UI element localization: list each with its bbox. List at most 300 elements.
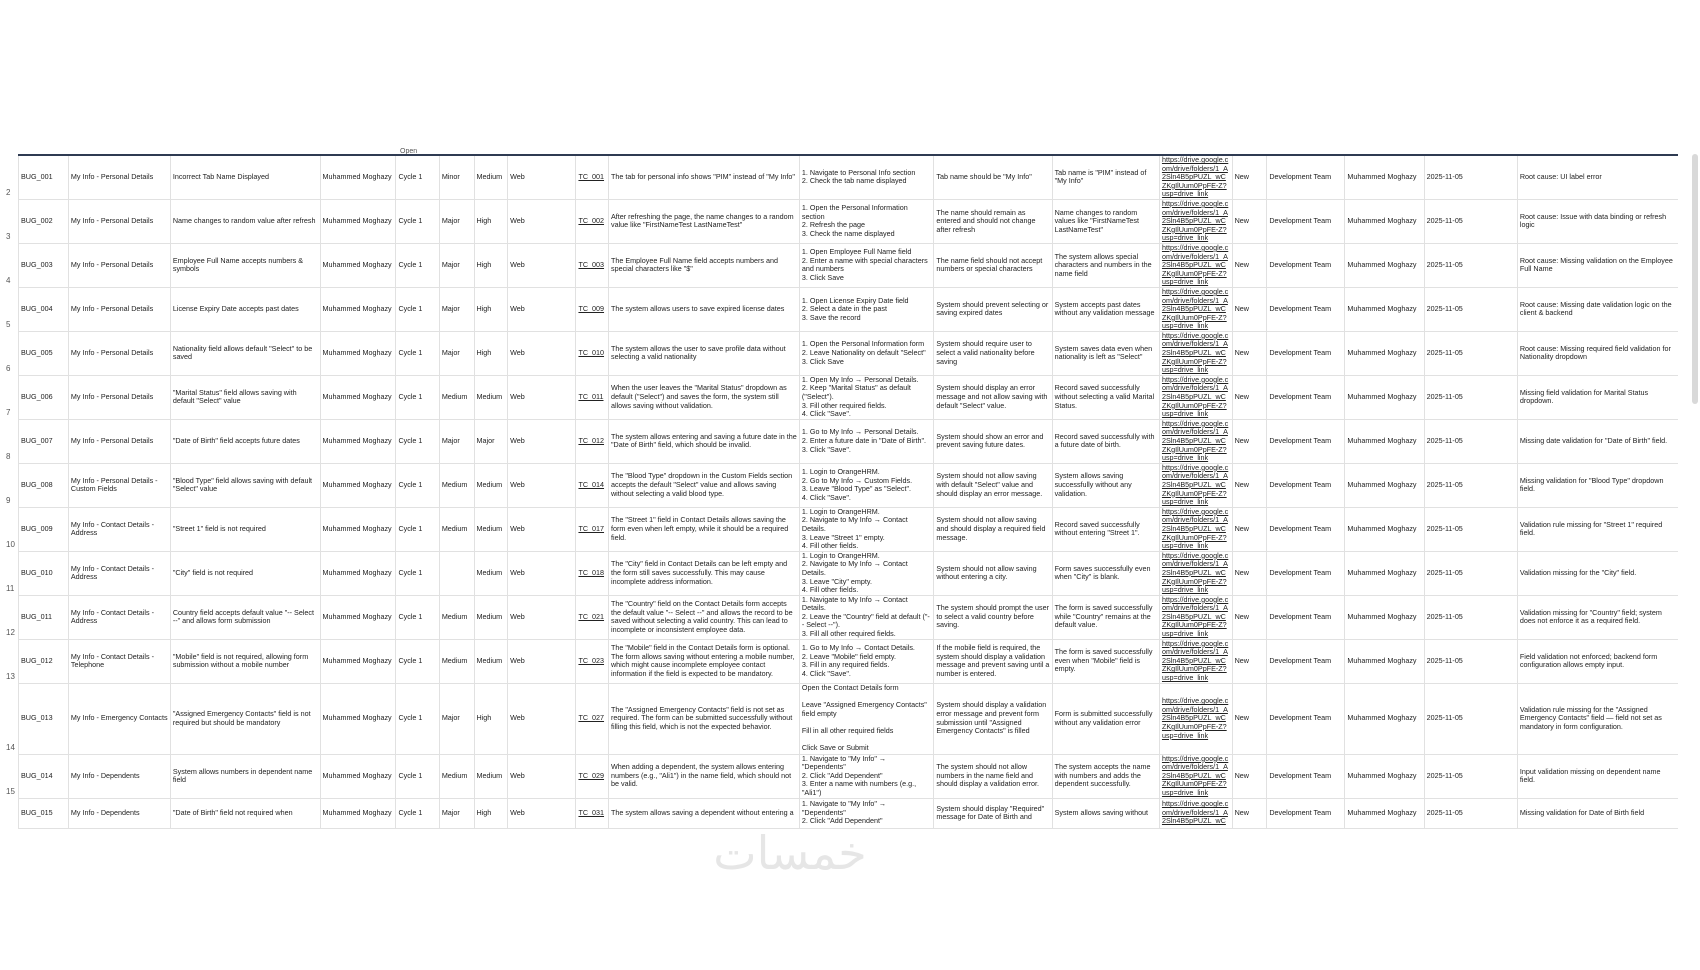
assignee-cell: Development Team [1267, 595, 1345, 639]
severity-cell: Major [439, 331, 474, 375]
module-cell: My Info - Contact Details - Address [68, 507, 170, 551]
notes-cell: Root cause: Missing validation on the Employee Full Name [1517, 243, 1678, 287]
cycle-cell: Cycle 1 [396, 551, 439, 595]
row-number[interactable]: 12 [6, 628, 15, 637]
severity-cell: Medium [439, 595, 474, 639]
date-cell: 2025-11-05 [1424, 683, 1517, 754]
attachment-link[interactable]: https://drive.google.com/drive/folders/1_A2Sln4B5pPUZL_wCZKgIlUum0PpFE-Z?usp=drive_link [1159, 551, 1232, 595]
title-cell: "Date of Birth" field not required when [170, 798, 320, 828]
watermark-logo: خمسات [713, 826, 867, 880]
owner-cell: Muhammed Moghazy [1345, 507, 1424, 551]
module-cell: My Info - Personal Details [68, 419, 170, 463]
actual-cell: Record saved successfully without selecting a valid Marital Status. [1052, 375, 1159, 419]
reporter-cell: Muhammed Moghazy [320, 683, 396, 754]
platform-cell: Web [508, 243, 576, 287]
scrollbar-thumb[interactable] [1692, 154, 1698, 404]
platform-cell: Web [508, 507, 576, 551]
assignee-cell: Development Team [1267, 507, 1345, 551]
owner-cell: Muhammed Moghazy [1345, 463, 1424, 507]
steps-cell: 1. Navigate to "My Info" → "Dependents" 2. Click "Add Dependent" [799, 798, 933, 828]
notes-cell: Root cause: Missing date validation logic on the client & backend [1517, 287, 1678, 331]
date-cell: 2025-11-05 [1424, 243, 1517, 287]
test-case-link[interactable]: TC_010 [576, 331, 609, 375]
priority-cell: Medium [474, 375, 508, 419]
assignee-cell: Development Team [1267, 551, 1345, 595]
steps-cell: 1. Go to My Info → Personal Details. 2. Enter a future date in "Date of Birth". 3. Click "Save". [799, 419, 933, 463]
module-cell: My Info - Personal Details [68, 375, 170, 419]
notes-cell: Validation missing for the "City" field. [1517, 551, 1678, 595]
actual-cell: Form is submitted successfully without any validation error [1052, 683, 1159, 754]
expected-cell: System should not allow saving without entering a city. [934, 551, 1052, 595]
platform-cell: Web [508, 287, 576, 331]
date-cell: 2025-11-05 [1424, 331, 1517, 375]
owner-cell: Muhammed Moghazy [1345, 419, 1424, 463]
module-cell: My Info - Dependents [68, 754, 170, 798]
table-row [19, 287, 1679, 331]
severity-cell: Medium [439, 754, 474, 798]
row-number[interactable]: 9 [6, 496, 11, 505]
cycle-cell: Cycle 1 [396, 754, 439, 798]
bug-id-cell: BUG_013 [19, 683, 69, 754]
actual-cell: Form saves successfully even when "City" is blank. [1052, 551, 1159, 595]
attachment-link[interactable]: https://drive.google.com/drive/folders/1_A2Sln4B5pPUZL_wCZKgIlUum0PpFE-Z?usp=drive_link [1159, 419, 1232, 463]
module-cell: My Info - Contact Details - Address [68, 595, 170, 639]
module-cell: My Info - Personal Details - Custom Fields [68, 463, 170, 507]
date-cell: 2025-11-05 [1424, 199, 1517, 243]
assignee-cell: Development Team [1267, 243, 1345, 287]
reporter-cell: Muhammed Moghazy [320, 463, 396, 507]
bug-id-cell: BUG_004 [19, 287, 69, 331]
test-case-link[interactable]: TC_031 [576, 798, 609, 828]
cycle-cell: Cycle 1 [396, 331, 439, 375]
test-case-link[interactable]: TC_027 [576, 683, 609, 754]
bug-report-table [18, 154, 1678, 829]
status-cell: New [1232, 683, 1267, 754]
module-cell: My Info - Personal Details [68, 155, 170, 199]
owner-cell: Muhammed Moghazy [1345, 331, 1424, 375]
reporter-cell: Muhammed Moghazy [320, 798, 396, 828]
row-number[interactable]: 10 [6, 540, 15, 549]
table-row [19, 507, 1679, 551]
vertical-scrollbar[interactable] [1688, 154, 1698, 774]
cycle-cell: Cycle 1 [396, 507, 439, 551]
status-cell: New [1232, 243, 1267, 287]
reporter-cell: Muhammed Moghazy [320, 639, 396, 683]
attachment-link[interactable]: https://drive.google.com/drive/folders/1_A2Sln4B5pPUZL_wCZKgIlUum0PpFE-Z?usp=drive_link [1159, 155, 1232, 199]
expected-cell: System should not allow saving and should display a required field message. [934, 507, 1052, 551]
owner-cell: Muhammed Moghazy [1345, 287, 1424, 331]
actual-cell: System saves data even when nationality is left as "Select" [1052, 331, 1159, 375]
description-cell: The Employee Full Name field accepts numbers and special characters like "$" [608, 243, 799, 287]
reporter-cell: Muhammed Moghazy [320, 287, 396, 331]
row-number[interactable]: 13 [6, 672, 15, 681]
reporter-cell: Muhammed Moghazy [320, 419, 396, 463]
severity-cell: Major [439, 287, 474, 331]
row-number[interactable]: 6 [6, 364, 11, 373]
reporter-cell: Muhammed Moghazy [320, 507, 396, 551]
title-cell: "Date of Birth" field accepts future dates [170, 419, 320, 463]
expected-cell: If the mobile field is required, the system should display a validation message and prevent saving until a number is entered. [934, 639, 1052, 683]
description-cell: After refreshing the page, the name changes to a random value like "FirstNameTest LastNameTest" [608, 199, 799, 243]
status-cell: New [1232, 798, 1267, 828]
status-cell: New [1232, 331, 1267, 375]
owner-cell: Muhammed Moghazy [1345, 375, 1424, 419]
notes-cell: Validation rule missing for the "Assigned Emergency Contacts" field — field not set as mandatory in form configuration. [1517, 683, 1678, 754]
cycle-cell: Cycle 1 [396, 595, 439, 639]
assignee-cell: Development Team [1267, 798, 1345, 828]
description-cell: The "Street 1" field in Contact Details allows saving the form even when left empty, while it should be a required field. [608, 507, 799, 551]
module-cell: My Info - Contact Details - Address [68, 551, 170, 595]
module-cell: My Info - Personal Details [68, 199, 170, 243]
table-row [19, 683, 1679, 754]
table-row [19, 199, 1679, 243]
cycle-cell: Cycle 1 [396, 798, 439, 828]
test-case-link[interactable]: TC_011 [576, 375, 609, 419]
priority-cell: Medium [474, 595, 508, 639]
owner-cell: Muhammed Moghazy [1345, 243, 1424, 287]
date-cell: 2025-11-05 [1424, 551, 1517, 595]
module-cell: My Info - Emergency Contacts [68, 683, 170, 754]
owner-cell: Muhammed Moghazy [1345, 683, 1424, 754]
test-case-link[interactable]: TC_009 [576, 287, 609, 331]
row-number[interactable]: 14 [6, 743, 15, 752]
title-cell: Employee Full Name accepts numbers & symbols [170, 243, 320, 287]
status-cell: New [1232, 507, 1267, 551]
steps-cell: 1. Navigate to My Info → Contact Details. 2. Leave the "Country" field at default ("-- Select --"). 3. Fill all other required fields. [799, 595, 933, 639]
table-row [19, 798, 1679, 828]
module-cell: My Info - Personal Details [68, 243, 170, 287]
priority-cell: High [474, 798, 508, 828]
assignee-cell: Development Team [1267, 419, 1345, 463]
bug-id-cell: BUG_012 [19, 639, 69, 683]
title-cell: "Assigned Emergency Contacts" field is not required but should be mandatory [170, 683, 320, 754]
platform-cell: Web [508, 595, 576, 639]
priority-cell: High [474, 331, 508, 375]
reporter-cell: Muhammed Moghazy [320, 243, 396, 287]
description-cell: The "Blood Type" dropdown in the Custom Fields section accepts the default "Select" value and allows saving without selecting a valid blood type. [608, 463, 799, 507]
description-cell: The tab for personal info shows "PIM" instead of "My Info" [608, 155, 799, 199]
assignee-cell: Development Team [1267, 155, 1345, 199]
description-cell: The system allows saving a dependent without entering a [608, 798, 799, 828]
owner-cell: Muhammed Moghazy [1345, 199, 1424, 243]
assignee-cell: Development Team [1267, 199, 1345, 243]
title-cell: "Marital Status" field allows saving with default "Select" value [170, 375, 320, 419]
severity-cell [439, 551, 474, 595]
module-cell: My Info - Dependents [68, 798, 170, 828]
attachment-link[interactable]: https://drive.google.com/drive/folders/1_A2Sln4B5pPUZL_wCZKgIlUum0PpFE-Z?usp=drive_link [1159, 595, 1232, 639]
steps-cell: 1. Login to OrangeHRM. 2. Navigate to My Info → Contact Details. 3. Leave "Street 1" empty. 4. Fill other fields. [799, 507, 933, 551]
attachment-link[interactable]: https://drive.google.com/drive/folders/1_A2Sln4B5pPUZL_wCZKgIlUum0PpFE-Z?usp=drive_link [1159, 683, 1232, 754]
actual-cell: Record saved successfully without entering "Street 1". [1052, 507, 1159, 551]
cycle-cell: Cycle 1 [396, 155, 439, 199]
test-case-link[interactable]: TC_023 [576, 639, 609, 683]
priority-cell: Medium [474, 463, 508, 507]
actual-cell: The form is saved successfully even when "Mobile" field is empty. [1052, 639, 1159, 683]
cycle-cell: Cycle 1 [396, 683, 439, 754]
status-cell: New [1232, 754, 1267, 798]
reporter-cell: Muhammed Moghazy [320, 754, 396, 798]
bug-id-cell: BUG_015 [19, 798, 69, 828]
actual-cell: System allows saving successfully without any validation. [1052, 463, 1159, 507]
priority-cell: Medium [474, 507, 508, 551]
owner-cell: Muhammed Moghazy [1345, 551, 1424, 595]
attachment-link[interactable]: https://drive.google.com/drive/folders/1_A2Sln4B5pPUZL_wCZKgIlUum0PpFE-Z?usp=drive_link [1159, 463, 1232, 507]
row-number[interactable]: 5 [6, 320, 11, 329]
status-cell: New [1232, 595, 1267, 639]
description-cell: When adding a dependent, the system allows entering numbers (e.g., "Ali1") in the name field, which should not be valid. [608, 754, 799, 798]
severity-cell: Major [439, 243, 474, 287]
severity-cell: Medium [439, 639, 474, 683]
cycle-cell: Cycle 1 [396, 287, 439, 331]
description-cell: The system allows entering and saving a future date in the "Date of Birth" field, which should be invalid. [608, 419, 799, 463]
date-cell: 2025-11-05 [1424, 419, 1517, 463]
description-cell: The "City" field in Contact Details can be left empty and the form still saves successfully. This may cause incomplete address information. [608, 551, 799, 595]
row-number[interactable]: 2 [6, 188, 11, 197]
assignee-cell: Development Team [1267, 331, 1345, 375]
expected-cell: System should display "Required" message for Date of Birth and [934, 798, 1052, 828]
notes-cell: Validation rule missing for "Street 1" required field. [1517, 507, 1678, 551]
reporter-cell: Muhammed Moghazy [320, 199, 396, 243]
priority-cell: Major [474, 419, 508, 463]
platform-cell: Web [508, 683, 576, 754]
status-cell: New [1232, 287, 1267, 331]
date-cell: 2025-11-05 [1424, 595, 1517, 639]
actual-cell: The form is saved successfully while "Country" remains at the default value. [1052, 595, 1159, 639]
severity-cell: Medium [439, 375, 474, 419]
attachment-link[interactable]: https://drive.google.com/drive/folders/1_A2Sln4B5pPUZL_wCZKgIlUum0PpFE-Z?usp=drive_link [1159, 199, 1232, 243]
steps-cell: 1. Go to My Info → Contact Details. 2. Leave "Mobile" field empty. 3. Fill in any required fields. 4. Click "Save". [799, 639, 933, 683]
assignee-cell: Development Team [1267, 754, 1345, 798]
notes-cell: Missing field validation for Marital Status dropdown. [1517, 375, 1678, 419]
priority-cell: High [474, 243, 508, 287]
owner-cell: Muhammed Moghazy [1345, 155, 1424, 199]
owner-cell: Muhammed Moghazy [1345, 754, 1424, 798]
actual-cell: Record saved successfully with a future date of birth. [1052, 419, 1159, 463]
test-case-link[interactable]: TC_001 [576, 155, 609, 199]
bug-id-cell: BUG_006 [19, 375, 69, 419]
expected-cell: System should display an error message and not allow saving with default "Select" value. [934, 375, 1052, 419]
expected-cell: System should require user to select a valid nationality before saving [934, 331, 1052, 375]
actual-cell: Tab name is "PIM" instead of "My Info" [1052, 155, 1159, 199]
notes-cell: Root cause: UI label error [1517, 155, 1678, 199]
owner-cell: Muhammed Moghazy [1345, 798, 1424, 828]
row-number[interactable]: 3 [6, 232, 11, 241]
table-row [19, 331, 1679, 375]
partial-header-fragment: Open [400, 148, 418, 155]
row-number[interactable]: 4 [6, 276, 11, 285]
platform-cell: Web [508, 331, 576, 375]
notes-cell: Field validation not enforced; backend form configuration allows empty input. [1517, 639, 1678, 683]
module-cell: My Info - Personal Details [68, 331, 170, 375]
owner-cell: Muhammed Moghazy [1345, 595, 1424, 639]
reporter-cell: Muhammed Moghazy [320, 551, 396, 595]
assignee-cell: Development Team [1267, 639, 1345, 683]
status-cell: New [1232, 639, 1267, 683]
attachment-link[interactable]: https://drive.google.com/drive/folders/1_A2Sln4B5pPUZL_wCZKgIlUum0PpFE-Z?usp=drive_link [1159, 754, 1232, 798]
title-cell: Nationality field allows default "Select" to be saved [170, 331, 320, 375]
expected-cell: System should show an error and prevent saving future dates. [934, 419, 1052, 463]
description-cell: The "Assigned Emergency Contacts" field is not set as required. The form can be submitted successfully without filling this field, which is not the expected behavior. [608, 683, 799, 754]
expected-cell: The name field should not accept numbers or special characters [934, 243, 1052, 287]
steps-cell: 1. Navigate to "My Info" → "Dependents" 2. Click "Add Dependent" 3. Enter a name with numbers (e.g., "Ali1") [799, 754, 933, 798]
attachment-link[interactable]: https://drive.google.com/drive/folders/1_A2Sln4B5pPUZL_wC [1159, 798, 1232, 828]
assignee-cell: Development Team [1267, 287, 1345, 331]
notes-cell: Missing validation for "Blood Type" dropdown field. [1517, 463, 1678, 507]
table-row [19, 551, 1679, 595]
cycle-cell: Cycle 1 [396, 419, 439, 463]
title-cell: "Street 1" field is not required [170, 507, 320, 551]
bug-id-cell: BUG_007 [19, 419, 69, 463]
cycle-cell: Cycle 1 [396, 639, 439, 683]
cycle-cell: Cycle 1 [396, 463, 439, 507]
table-row [19, 754, 1679, 798]
priority-cell: High [474, 683, 508, 754]
assignee-cell: Development Team [1267, 375, 1345, 419]
table-row [19, 595, 1679, 639]
row-number[interactable]: 15 [6, 787, 15, 796]
bug-id-cell: BUG_011 [19, 595, 69, 639]
notes-cell: Missing validation for Date of Birth field [1517, 798, 1678, 828]
attachment-link[interactable]: https://drive.google.com/drive/folders/1_A2Sln4B5pPUZL_wCZKgIlUum0PpFE-Z?usp=drive_link [1159, 331, 1232, 375]
actual-cell: System accepts past dates without any validation message [1052, 287, 1159, 331]
expected-cell: The system should prompt the user to select a valid country before saving. [934, 595, 1052, 639]
owner-cell: Muhammed Moghazy [1345, 639, 1424, 683]
steps-cell: 1. Open the Personal Information section 2. Refresh the page 3. Check the name displayed [799, 199, 933, 243]
status-cell: New [1232, 419, 1267, 463]
date-cell: 2025-11-05 [1424, 375, 1517, 419]
expected-cell: The name should remain as entered and should not change after refresh [934, 199, 1052, 243]
attachment-link[interactable]: https://drive.google.com/drive/folders/1_A2Sln4B5pPUZL_wCZKgIlUum0PpFE-Z?usp=drive_link [1159, 639, 1232, 683]
bug-id-cell: BUG_001 [19, 155, 69, 199]
notes-cell: Missing date validation for "Date of Birth" field. [1517, 419, 1678, 463]
bug-id-cell: BUG_010 [19, 551, 69, 595]
table-row [19, 463, 1679, 507]
date-cell: 2025-11-05 [1424, 507, 1517, 551]
platform-cell: Web [508, 375, 576, 419]
priority-cell: Medium [474, 754, 508, 798]
platform-cell: Web [508, 419, 576, 463]
steps-cell: 1. Login to OrangeHRM. 2. Navigate to My Info → Contact Details. 3. Leave "City" empty. 4. Fill other fields. [799, 551, 933, 595]
test-case-link[interactable]: TC_018 [576, 551, 609, 595]
table-row [19, 155, 1679, 199]
attachment-link[interactable]: https://drive.google.com/drive/folders/1_A2Sln4B5pPUZL_wCZKgIlUum0PpFE-Z?usp=drive_link [1159, 375, 1232, 419]
attachment-link[interactable]: https://drive.google.com/drive/folders/1_A2Sln4B5pPUZL_wCZKgIlUum0PpFE-Z?usp=drive_link [1159, 507, 1232, 551]
row-number[interactable]: 8 [6, 452, 11, 461]
title-cell: "Mobile" field is not required, allowing form submission without a mobile number [170, 639, 320, 683]
row-number[interactable]: 7 [6, 408, 11, 417]
row-number[interactable]: 11 [6, 584, 15, 593]
cycle-cell: Cycle 1 [396, 199, 439, 243]
actual-cell: System allows saving without [1052, 798, 1159, 828]
table-row [19, 419, 1679, 463]
date-cell: 2025-11-05 [1424, 287, 1517, 331]
status-cell: New [1232, 155, 1267, 199]
severity-cell: Major [439, 683, 474, 754]
steps-cell: Open the Contact Details form Leave "Assigned Emergency Contacts" field empty Fill in all other required fields Click Save or Submit [799, 683, 933, 754]
attachment-link[interactable]: https://drive.google.com/drive/folders/1_A2Sln4B5pPUZL_wCZKgIlUum0PpFE-Z?usp=drive_link [1159, 287, 1232, 331]
cycle-cell: Cycle 1 [396, 243, 439, 287]
attachment-link[interactable]: https://drive.google.com/drive/folders/1_A2Sln4B5pPUZL_wCZKgIlUum0PpFE-Z?usp=drive_link [1159, 243, 1232, 287]
reporter-cell: Muhammed Moghazy [320, 155, 396, 199]
severity-cell: Major [439, 798, 474, 828]
platform-cell: Web [508, 754, 576, 798]
actual-cell: The system accepts the name with numbers and adds the dependent successfully. [1052, 754, 1159, 798]
description-cell: The system allows users to save expired license dates [608, 287, 799, 331]
description-cell: The "Country" field on the Contact Details form accepts the default value "-- Select --" and allows the record to be saved without selecting a valid country. This can lead to incomplete or inconsistent employee data. [608, 595, 799, 639]
status-cell: New [1232, 551, 1267, 595]
platform-cell: Web [508, 639, 576, 683]
notes-cell: Input validation missing on dependent name field. [1517, 754, 1678, 798]
severity-cell: Major [439, 199, 474, 243]
notes-cell: Root cause: Missing required field validation for Nationality dropdown [1517, 331, 1678, 375]
severity-cell: Minor [439, 155, 474, 199]
priority-cell: High [474, 287, 508, 331]
test-case-link[interactable]: TC_003 [576, 243, 609, 287]
reporter-cell: Muhammed Moghazy [320, 331, 396, 375]
title-cell: System allows numbers in dependent name field [170, 754, 320, 798]
reporter-cell: Muhammed Moghazy [320, 595, 396, 639]
priority-cell: High [474, 199, 508, 243]
notes-cell: Validation missing for "Country" field; system does not enforce it as a required field. [1517, 595, 1678, 639]
test-case-link[interactable]: TC_012 [576, 419, 609, 463]
steps-cell: 1. Open My Info → Personal Details. 2. Keep "Marital Status" as default ("Select"). 3. Fill other required fields. 4. Click "Save". [799, 375, 933, 419]
priority-cell: Medium [474, 639, 508, 683]
reporter-cell: Muhammed Moghazy [320, 375, 396, 419]
steps-cell: 1. Navigate to Personal Info section 2. Check the tab name displayed [799, 155, 933, 199]
bug-id-cell: BUG_003 [19, 243, 69, 287]
title-cell: "Blood Type" field allows saving with default "Select" value [170, 463, 320, 507]
notes-cell: Root cause: Issue with data binding or refresh logic [1517, 199, 1678, 243]
table-row [19, 243, 1679, 287]
module-cell: My Info - Personal Details [68, 287, 170, 331]
status-cell: New [1232, 375, 1267, 419]
title-cell: Country field accepts default value "-- Select --" and allows form submission [170, 595, 320, 639]
test-case-link[interactable]: TC_017 [576, 507, 609, 551]
bug-id-cell: BUG_005 [19, 331, 69, 375]
test-case-link[interactable]: TC_029 [576, 754, 609, 798]
priority-cell: Medium [474, 155, 508, 199]
steps-cell: 1. Open License Expiry Date field 2. Select a date in the past 3. Save the record [799, 287, 933, 331]
bug-id-cell: BUG_008 [19, 463, 69, 507]
title-cell: License Expiry Date accepts past dates [170, 287, 320, 331]
test-case-link[interactable]: TC_021 [576, 595, 609, 639]
title-cell: Name changes to random value after refresh [170, 199, 320, 243]
steps-cell: 1. Login to OrangeHRM. 2. Go to My Info → Custom Fields. 3. Leave "Blood Type" as "Select". 4. Click "Save". [799, 463, 933, 507]
table-row [19, 375, 1679, 419]
assignee-cell: Development Team [1267, 463, 1345, 507]
spreadsheet-view [0, 154, 1700, 826]
test-case-link[interactable]: TC_014 [576, 463, 609, 507]
description-cell: The "Mobile" field in the Contact Details form is optional. The form allows saving without entering a mobile number, which might cause incomplete employee contact information if the field is expected to be mandatory. [608, 639, 799, 683]
platform-cell: Web [508, 155, 576, 199]
severity-cell: Medium [439, 463, 474, 507]
actual-cell: The system allows special characters and numbers in the name field [1052, 243, 1159, 287]
bug-id-cell: BUG_002 [19, 199, 69, 243]
severity-cell: Medium [439, 507, 474, 551]
platform-cell: Web [508, 798, 576, 828]
assignee-cell: Development Team [1267, 683, 1345, 754]
steps-cell: 1. Open Employee Full Name field 2. Enter a name with special characters and numbers 3. Click Save [799, 243, 933, 287]
date-cell: 2025-11-05 [1424, 155, 1517, 199]
expected-cell: The system should not allow numbers in the name field and should display a validation error. [934, 754, 1052, 798]
expected-cell: System should not allow saving with default "Select" value and should display an error message. [934, 463, 1052, 507]
module-cell: My Info - Contact Details - Telephone [68, 639, 170, 683]
test-case-link[interactable]: TC_002 [576, 199, 609, 243]
expected-cell: System should display a validation error message and prevent form submission until "Assigned Emergency Contacts" is filled [934, 683, 1052, 754]
date-cell: 2025-11-05 [1424, 754, 1517, 798]
platform-cell: Web [508, 551, 576, 595]
description-cell: When the user leaves the "Marital Status" dropdown as default ("Select") and saves the form, the system still allows saving without validation. [608, 375, 799, 419]
